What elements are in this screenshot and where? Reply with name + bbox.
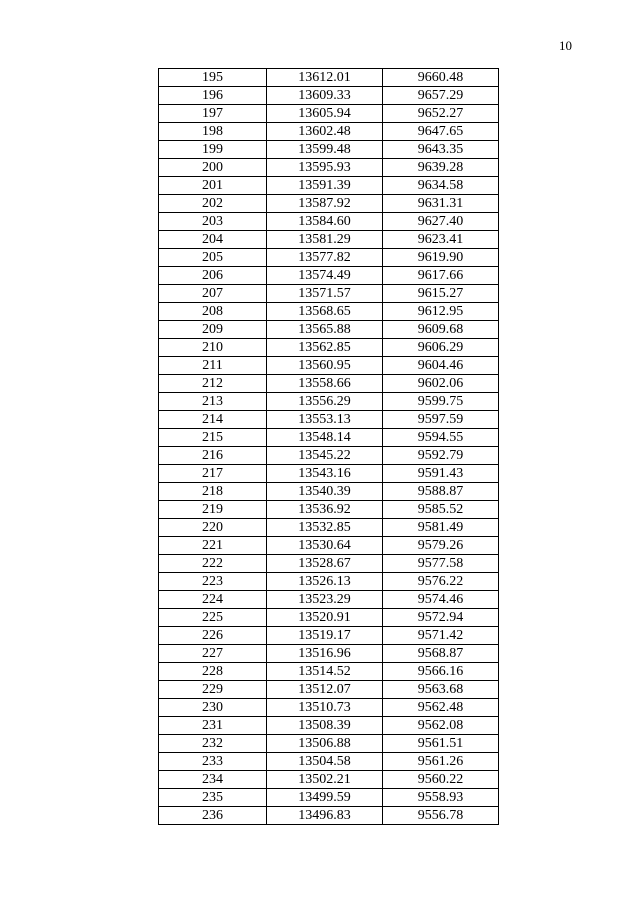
table-row	[159, 141, 499, 159]
index-cell: 234	[159, 771, 267, 789]
index-cell: 222	[159, 555, 267, 573]
value-b-cell: 9560.22	[383, 771, 499, 789]
value-b-cell: 9599.75	[383, 393, 499, 411]
table-body	[159, 69, 499, 825]
value-b-cell: 9579.26	[383, 537, 499, 555]
index-cell: 201	[159, 177, 267, 195]
value-a-cell: 13514.52	[267, 663, 383, 681]
value-a-cell: 13609.33	[267, 87, 383, 105]
table-row	[159, 663, 499, 681]
table-row	[159, 789, 499, 807]
value-a-cell: 13508.39	[267, 717, 383, 735]
table-row	[159, 609, 499, 627]
value-b-cell: 9574.46	[383, 591, 499, 609]
index-cell: 233	[159, 753, 267, 771]
value-a-cell: 13530.64	[267, 537, 383, 555]
value-a-cell: 13602.48	[267, 123, 383, 141]
index-cell: 231	[159, 717, 267, 735]
table-row	[159, 321, 499, 339]
table-row	[159, 681, 499, 699]
index-cell: 220	[159, 519, 267, 537]
table-row	[159, 573, 499, 591]
value-a-cell: 13591.39	[267, 177, 383, 195]
table-row	[159, 807, 499, 825]
index-cell: 218	[159, 483, 267, 501]
value-a-cell: 13612.01	[267, 69, 383, 87]
value-a-cell: 13571.57	[267, 285, 383, 303]
table-row	[159, 375, 499, 393]
index-cell: 198	[159, 123, 267, 141]
index-cell: 197	[159, 105, 267, 123]
value-b-cell: 9652.27	[383, 105, 499, 123]
table-row	[159, 465, 499, 483]
value-b-cell: 9562.08	[383, 717, 499, 735]
index-cell: 204	[159, 231, 267, 249]
index-cell: 209	[159, 321, 267, 339]
table-row	[159, 771, 499, 789]
table-row	[159, 339, 499, 357]
value-a-cell: 13540.39	[267, 483, 383, 501]
table-row	[159, 645, 499, 663]
value-a-cell: 13526.13	[267, 573, 383, 591]
index-cell: 196	[159, 87, 267, 105]
value-b-cell: 9568.87	[383, 645, 499, 663]
index-cell: 215	[159, 429, 267, 447]
value-a-cell: 13565.88	[267, 321, 383, 339]
value-b-cell: 9627.40	[383, 213, 499, 231]
value-b-cell: 9561.26	[383, 753, 499, 771]
value-b-cell: 9604.46	[383, 357, 499, 375]
table-row	[159, 429, 499, 447]
index-cell: 207	[159, 285, 267, 303]
table-row	[159, 393, 499, 411]
value-a-cell: 13536.92	[267, 501, 383, 519]
value-b-cell: 9581.49	[383, 519, 499, 537]
value-a-cell: 13545.22	[267, 447, 383, 465]
value-b-cell: 9577.58	[383, 555, 499, 573]
table-row	[159, 213, 499, 231]
table-row	[159, 87, 499, 105]
index-cell: 202	[159, 195, 267, 213]
value-a-cell: 13587.92	[267, 195, 383, 213]
table-row	[159, 501, 499, 519]
index-cell: 203	[159, 213, 267, 231]
table-row	[159, 411, 499, 429]
page-number: 10	[559, 38, 572, 53]
value-a-cell: 13605.94	[267, 105, 383, 123]
table-row	[159, 537, 499, 555]
value-b-cell: 9647.65	[383, 123, 499, 141]
value-b-cell: 9563.68	[383, 681, 499, 699]
index-cell: 195	[159, 69, 267, 87]
value-a-cell: 13499.59	[267, 789, 383, 807]
table-row	[159, 555, 499, 573]
index-cell: 230	[159, 699, 267, 717]
value-a-cell: 13581.29	[267, 231, 383, 249]
index-cell: 236	[159, 807, 267, 825]
table-row	[159, 753, 499, 771]
value-b-cell: 9556.78	[383, 807, 499, 825]
table-row	[159, 267, 499, 285]
value-a-cell: 13516.96	[267, 645, 383, 663]
table-row	[159, 177, 499, 195]
value-b-cell: 9639.28	[383, 159, 499, 177]
index-cell: 199	[159, 141, 267, 159]
table-row	[159, 699, 499, 717]
table-row	[159, 249, 499, 267]
value-a-cell: 13512.07	[267, 681, 383, 699]
value-a-cell: 13577.82	[267, 249, 383, 267]
table-row	[159, 231, 499, 249]
value-b-cell: 9657.29	[383, 87, 499, 105]
table-row	[159, 69, 499, 87]
value-a-cell: 13558.66	[267, 375, 383, 393]
value-a-cell: 13506.88	[267, 735, 383, 753]
value-b-cell: 9572.94	[383, 609, 499, 627]
table-row	[159, 627, 499, 645]
value-b-cell: 9588.87	[383, 483, 499, 501]
value-b-cell: 9558.93	[383, 789, 499, 807]
value-b-cell: 9576.22	[383, 573, 499, 591]
value-b-cell: 9585.52	[383, 501, 499, 519]
index-cell: 214	[159, 411, 267, 429]
value-a-cell: 13520.91	[267, 609, 383, 627]
value-b-cell: 9592.79	[383, 447, 499, 465]
index-cell: 212	[159, 375, 267, 393]
value-a-cell: 13543.16	[267, 465, 383, 483]
value-a-cell: 13548.14	[267, 429, 383, 447]
value-a-cell: 13556.29	[267, 393, 383, 411]
value-b-cell: 9606.29	[383, 339, 499, 357]
value-b-cell: 9562.48	[383, 699, 499, 717]
index-cell: 235	[159, 789, 267, 807]
value-a-cell: 13532.85	[267, 519, 383, 537]
index-cell: 211	[159, 357, 267, 375]
value-a-cell: 13560.95	[267, 357, 383, 375]
value-b-cell: 9615.27	[383, 285, 499, 303]
value-a-cell: 13496.83	[267, 807, 383, 825]
value-b-cell: 9631.31	[383, 195, 499, 213]
data-table	[158, 68, 499, 825]
index-cell: 210	[159, 339, 267, 357]
index-cell: 232	[159, 735, 267, 753]
value-a-cell: 13510.73	[267, 699, 383, 717]
value-b-cell: 9594.55	[383, 429, 499, 447]
value-a-cell: 13553.13	[267, 411, 383, 429]
table-row	[159, 735, 499, 753]
value-b-cell: 9623.41	[383, 231, 499, 249]
table-row	[159, 357, 499, 375]
index-cell: 213	[159, 393, 267, 411]
value-b-cell: 9566.16	[383, 663, 499, 681]
value-b-cell: 9602.06	[383, 375, 499, 393]
table-row	[159, 285, 499, 303]
index-cell: 229	[159, 681, 267, 699]
table-row	[159, 483, 499, 501]
table-row	[159, 105, 499, 123]
table-row	[159, 123, 499, 141]
value-a-cell: 13595.93	[267, 159, 383, 177]
index-cell: 225	[159, 609, 267, 627]
table-row	[159, 159, 499, 177]
value-a-cell: 13528.67	[267, 555, 383, 573]
value-a-cell: 13562.85	[267, 339, 383, 357]
value-b-cell: 9617.66	[383, 267, 499, 285]
table-row	[159, 717, 499, 735]
value-b-cell: 9634.58	[383, 177, 499, 195]
table-row	[159, 591, 499, 609]
index-cell: 224	[159, 591, 267, 609]
index-cell: 208	[159, 303, 267, 321]
value-a-cell: 13519.17	[267, 627, 383, 645]
table-row	[159, 303, 499, 321]
value-a-cell: 13504.58	[267, 753, 383, 771]
index-cell: 200	[159, 159, 267, 177]
index-cell: 223	[159, 573, 267, 591]
index-cell: 221	[159, 537, 267, 555]
index-cell: 205	[159, 249, 267, 267]
value-a-cell: 13502.21	[267, 771, 383, 789]
value-a-cell: 13599.48	[267, 141, 383, 159]
value-a-cell: 13584.60	[267, 213, 383, 231]
index-cell: 206	[159, 267, 267, 285]
index-cell: 216	[159, 447, 267, 465]
index-cell: 228	[159, 663, 267, 681]
index-cell: 217	[159, 465, 267, 483]
value-a-cell: 13568.65	[267, 303, 383, 321]
index-cell: 227	[159, 645, 267, 663]
value-b-cell: 9609.68	[383, 321, 499, 339]
value-a-cell: 13523.29	[267, 591, 383, 609]
value-b-cell: 9571.42	[383, 627, 499, 645]
value-b-cell: 9597.59	[383, 411, 499, 429]
value-b-cell: 9612.95	[383, 303, 499, 321]
table-row	[159, 195, 499, 213]
index-cell: 226	[159, 627, 267, 645]
table-row	[159, 447, 499, 465]
value-a-cell: 13574.49	[267, 267, 383, 285]
index-cell: 219	[159, 501, 267, 519]
table-row	[159, 519, 499, 537]
value-b-cell: 9660.48	[383, 69, 499, 87]
value-b-cell: 9643.35	[383, 141, 499, 159]
value-b-cell: 9561.51	[383, 735, 499, 753]
value-b-cell: 9591.43	[383, 465, 499, 483]
value-b-cell: 9619.90	[383, 249, 499, 267]
